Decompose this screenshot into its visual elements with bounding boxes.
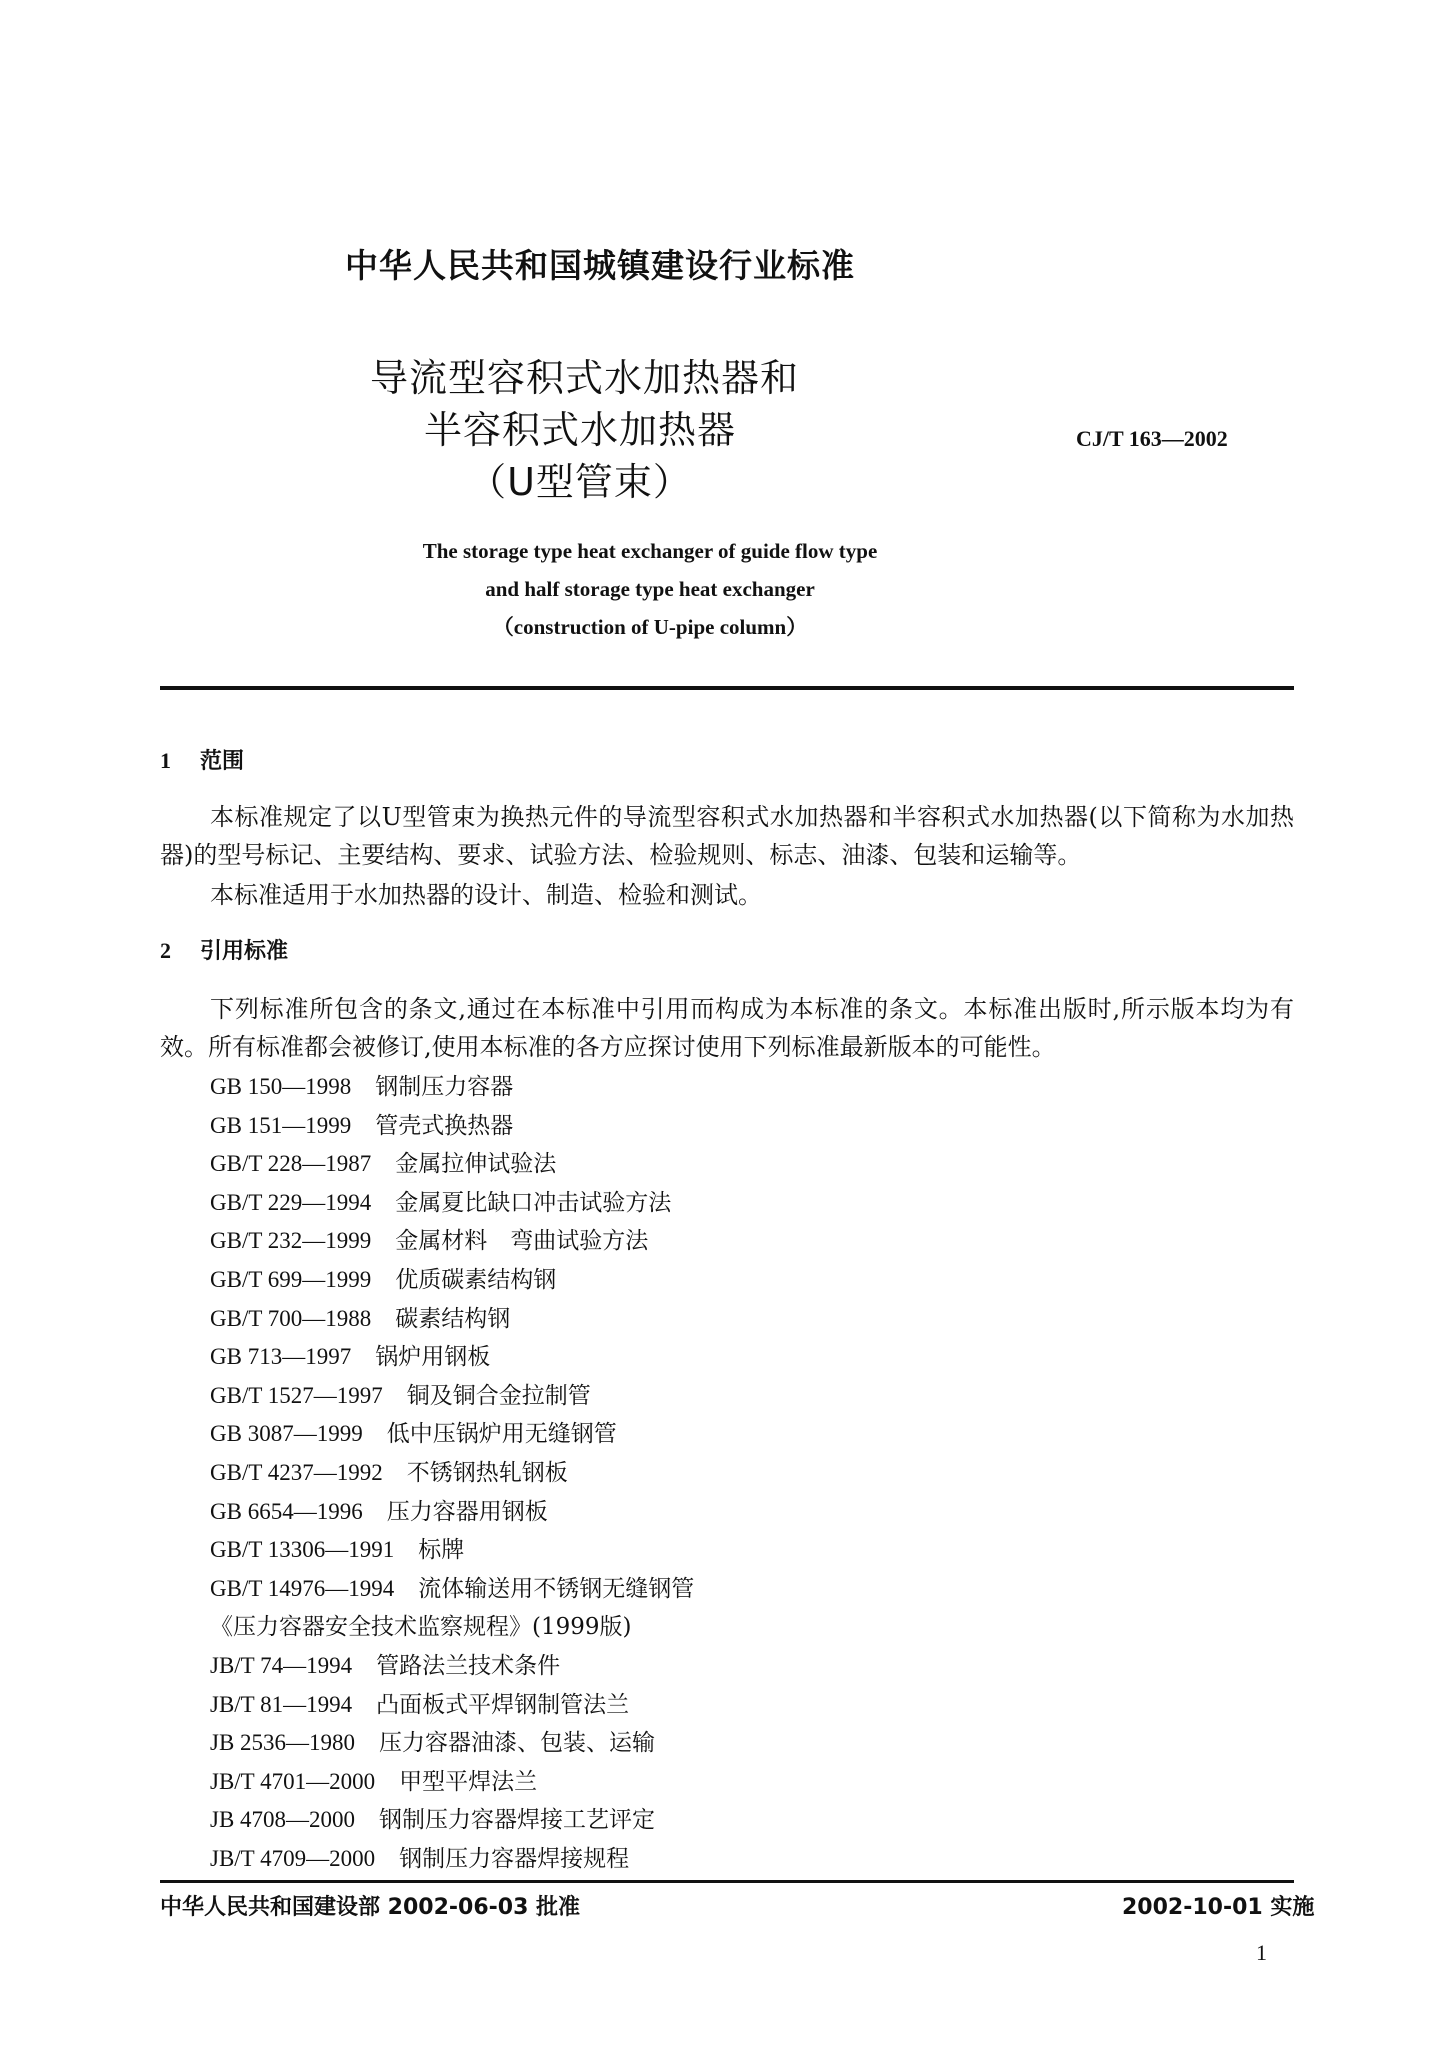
english-title-line-1: The storage type heat exchanger of guide flow type <box>422 539 878 563</box>
scope-paragraph-2: 本标准适用于水加热器的设计、制造、检验和测试。 <box>210 881 762 909</box>
standard-code: CJ/T 163—2002 <box>1076 426 1228 451</box>
section-number: 2 <box>160 938 171 963</box>
reference-item: GB/T 4237—1992 不锈钢热轧钢板 <box>210 1459 568 1486</box>
reference-item: GB/T 13306—1991 标牌 <box>210 1537 465 1564</box>
reference-item: JB/T 4701—2000 甲型平焊法兰 <box>210 1768 538 1795</box>
references-intro-paragraph: 下列标准所包含的条文,通过在本标准中引用而构成为本标准的条文。本标准出版时,所示版本均为有效。所有标准都会被修订,使用本标准的各方应探讨使用下列标准最新版本的可能性。 <box>160 995 1294 1061</box>
title-line-1: 导流型容积式水加热器和 <box>370 356 800 400</box>
reference-item: GB/T 228—1987 金属拉伸试验法 <box>210 1151 557 1178</box>
top-divider <box>160 686 1294 690</box>
title-line-3: （U型管束） <box>468 460 692 504</box>
title-line-2: 半容积式水加热器 <box>423 408 736 452</box>
document-title <box>370 352 800 508</box>
reference-item: GB/T 232—1999 金属材料 弯曲试验方法 <box>210 1228 649 1255</box>
reference-item: JB 4708—2000 钢制压力容器焊接工艺评定 <box>210 1807 656 1834</box>
effective-date-note: 2002-10-01 实施 <box>1122 1895 1315 1920</box>
reference-item: JB/T 81—1994 凸面板式平焊钢制管法兰 <box>210 1691 630 1718</box>
reference-item: JB 2536—1980 压力容器油漆、包装、运输 <box>210 1730 656 1757</box>
section-heading-scope <box>160 744 244 775</box>
reference-item: GB 151—1999 管壳式换热器 <box>210 1112 514 1139</box>
reference-item: GB/T 14976—1994 流体输送用不锈钢无缝钢管 <box>210 1575 695 1602</box>
english-title-line-2: and half storage type heat exchanger <box>485 577 815 601</box>
english-title <box>280 532 1020 646</box>
scope-paragraph-1: 本标准规定了以U型管束为换热元件的导流型容积式水加热器和半容积式水加热器(以下简称为水加热器)的型号标记、主要结构、要求、试验方法、检验规则、标志、油漆、包装和运输等。 <box>160 803 1294 869</box>
reference-item: GB 713—1997 锅炉用钢板 <box>210 1344 491 1371</box>
bottom-divider <box>160 1880 1294 1883</box>
reference-list <box>210 1068 694 1878</box>
reference-item: GB/T 700—1988 碳素结构钢 <box>210 1305 511 1332</box>
page-number: 1 <box>1256 1940 1267 1965</box>
reference-item: GB 6654—1996 压力容器用钢板 <box>210 1498 548 1525</box>
reference-item: JB/T 74—1994 管路法兰技术条件 <box>210 1652 561 1679</box>
reference-item: JB/T 4709—2000 钢制压力容器焊接规程 <box>210 1845 630 1872</box>
reference-item: GB/T 229—1994 金属夏比缺口冲击试验方法 <box>210 1189 672 1216</box>
approval-note: 中华人民共和国建设部 2002-06-03 批准 <box>160 1895 581 1920</box>
reference-item: GB/T 699—1999 优质碳素结构钢 <box>210 1266 557 1293</box>
section-title: 引用标准 <box>200 939 289 964</box>
reference-item: GB 3087—1999 低中压锅炉用无缝钢管 <box>210 1421 617 1448</box>
reference-item: GB 150—1998 钢制压力容器 <box>210 1074 514 1100</box>
reference-item: GB/T 1527—1997 铜及铜合金拉制管 <box>210 1382 591 1409</box>
english-title-line-3: （construction of U-pipe column） <box>492 615 808 639</box>
section-number: 1 <box>160 748 171 773</box>
standard-category-title: 中华人民共和国城镇建设行业标准 <box>345 246 855 285</box>
section-title: 范围 <box>200 749 245 774</box>
reference-item: 《压力容器安全技术监察规程》(1999版) <box>210 1614 632 1641</box>
section-heading-references <box>160 934 288 965</box>
